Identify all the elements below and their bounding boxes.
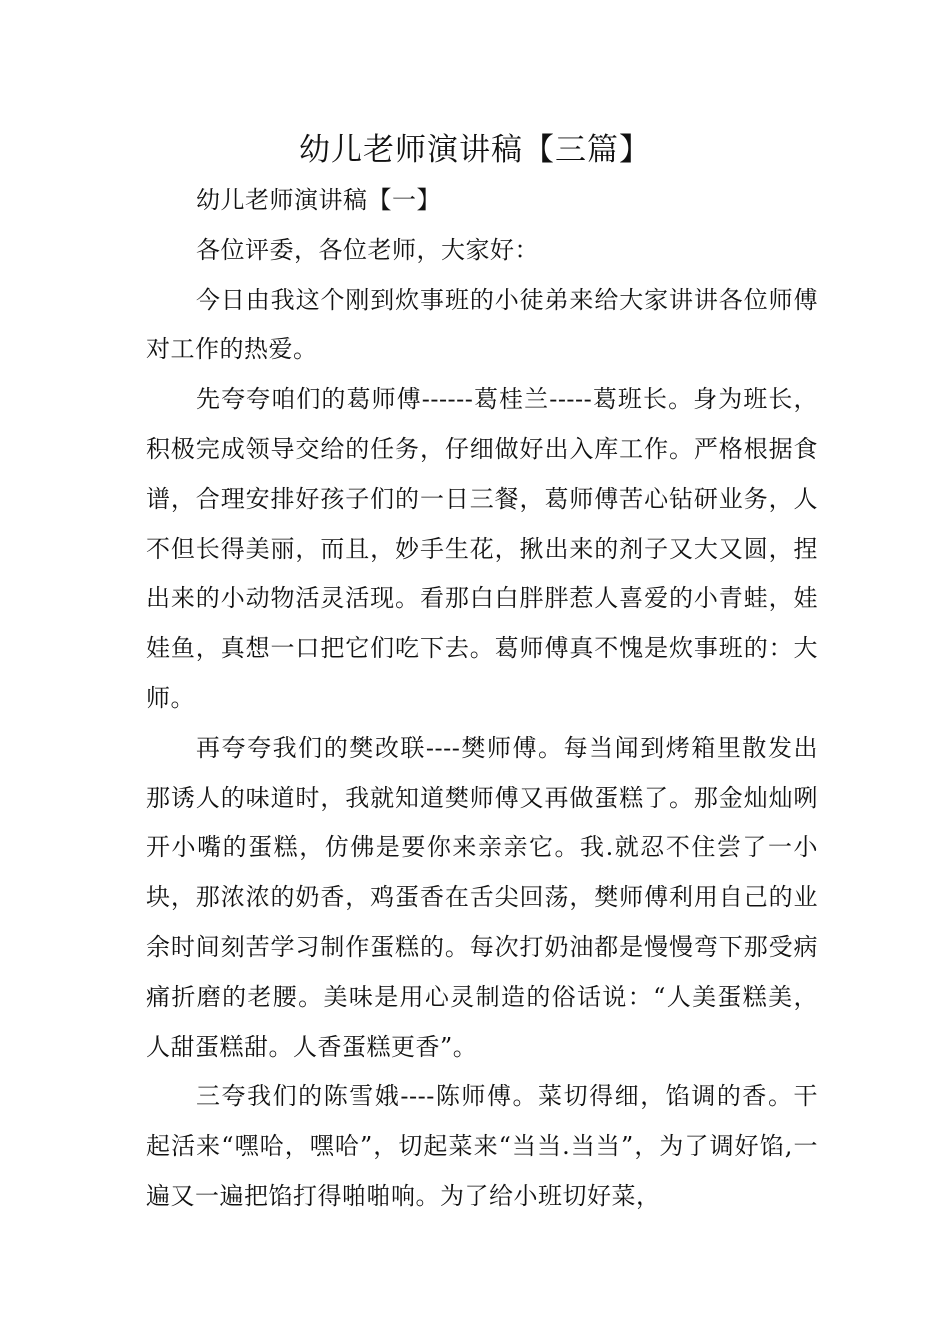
section-heading: 幼儿老师演讲稿【一】 (196, 186, 441, 214)
document-body (146, 176, 818, 1222)
paragraph-ge: 先夸夸咱们的葛师傅------葛桂兰-----葛班长。身为班长，积极完成领导交给的任务，仔细做好出入库工作。严格根据食谱，合理安排好孩子们的一日三餐，葛师傅苦心钻研业务，人不但长得美丽，而且，妙手生花，揪出来的剂子又大又圆，捏出来的小动物活灵活现。看那白白胖胖惹人喜爱的小青蛙，娃娃鱼，真想一口把它们吃下去。葛师傅真不愧是炊事班的：大师。 (146, 385, 818, 712)
greeting-paragraph: 各位评委，各位老师，大家好： (196, 235, 539, 264)
document-title: 幼儿老师演讲稿【三篇】 (299, 132, 651, 168)
paragraph-chen: 三夸我们的陈雪娥----陈师傅。菜切得细，馅调的香。干起活来“嘿哈，嘿哈”，切起菜来“当当.当当”，为了调好馅,一遍又一遍把馅打得啪啪响。为了给小班切好菜， (146, 1082, 818, 1210)
intro-paragraph: 今日由我这个刚到炊事班的小徒弟来给大家讲讲各位师傅对工作的热爱。 (146, 285, 818, 364)
paragraph-fan: 再夸夸我们的樊改联----樊师傅。每当闻到烤箱里散发出那诱人的味道时，我就知道樊师傅又再做蛋糕了。那金灿灿咧开小嘴的蛋糕，仿佛是要你来亲亲它。我.就忍不住尝了一小块，那浓浓的奶香，鸡蛋香在舌尖回荡，樊师傅利用自己的业余时间刻苦学习制作蛋糕的。每次打奶油都是慢慢弯下那受病痛折磨的老腰。美味是用心灵制造的俗话说：“人美蛋糕美，人甜蛋糕甜。人香蛋糕更香”。 (146, 733, 818, 1061)
